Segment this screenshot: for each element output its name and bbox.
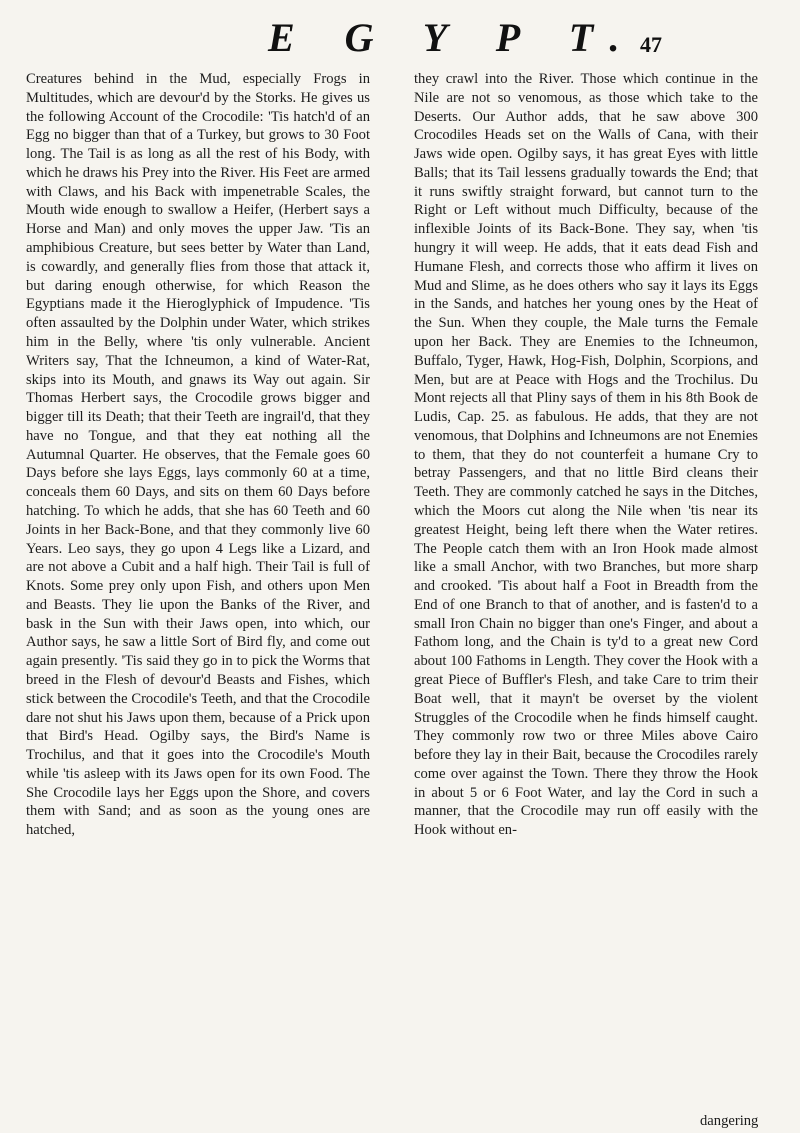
running-head	[0, 14, 800, 62]
left-column-text: Creatures behind in the Mud, especially Frogs in Multitudes, which are devour'd by the Storks. He gives us the following Account of the Crocodile: 'Tis hatch'd of an Egg no bigger than that of a Turkey, but grows to 30 Foot long. The Tail is as long as all the rest of his Body, with which he draws his Prey into the River. His Feet are armed with Claws, and his Back with impenetrable Scales, the Mouth wide enough to swallow a Heifer, (Herbert says a Horse and Man) and only moves the upper Jaw. 'Tis an amphibious Creature, but sees better by Water than Land, is cowardly, and generally flies from those that attack it, but daring enough otherwise, for which Reason the Egyptians made it the Hieroglyphick of Impudence. 'Tis often assaulted by the Dolphin under Water, which strikes him in the Belly, where 'tis only vulnerable. Ancient Writers say, That the Ichneumon, a kind of Water-Rat, skips into its Mouth, and gnaws its Way out again. Sir Thomas Herbert says, the Crocodile grows bigger and bigger till its Death; that their Teeth are ingrail'd, that they have no Tongue, and that they eat nothing all the Autumnal Quarter. He observes, that the Female goes 60 Days before she lays Eggs, lays commonly 60 at a time, conceals them 60 Days, and sits on them 60 Days before hatching. To which he adds, that she has 60 Teeth and 60 Joints in her Back-Bone, and that they commonly live 60 Years. Leo says, they go upon 4 Legs like a Lizard, and are not above a Cubit and a half high. Their Tail is full of Knots. Some prey only upon Fish, and others upon Men and Beasts. They lie upon the Banks of the River, and bask in the Sun with their Jaws open, into which, our Author says, he saw a little Sort of Bird fly, and come out again presently. 'Tis said they go in to pick the Worms that breed in the Flesh of devour'd Beasts and Fishes, which stick between the Crocodile's Teeth, and that the Crocodile dare not shut his Jaws upon them, because of a Prick upon that Bird's Head. Ogilby says, the Bird's Name is Trochilus, and that it goes into the Crocodile's Mouth while 'tis asleep with its Jaws open for its own Food. The She Crocodile lays her Eggs upon the Shore, and covers them with Sand; and as soon as the young ones are hatched,	[26, 71, 370, 839]
right-column-text: they crawl into the River. Those which continue in the Nile are not so venomous, as those which take to the Deserts. Our Author adds, that he saw above 300 Crocodiles Heads set on the Walls of Cana, with their Jaws wide open. Ogilby says, it has great Eyes with little Balls; that its Tail lessens gradually towards the End; that it runs swiftly straight forward, but cannot turn to the Right or Left without much Difficulty, because of the inflexible Joints of its Back-Bone. They say, when 'tis hungry it will weep. He adds, that it eats dead Fish and Humane Flesh, and corrects those who affirm it lives on Mud and Slime, as he does others who say it lays its Eggs in the Sands, and hatches her young ones by the Heat of the Sun. When they couple, the Male turns the Female upon her Back. They are Enemies to the Ichneumon, Buffalo, Tyger, Hawk, Hog-Fish, Dolphin, Scorpions, and Men, but are at Peace with Hogs and the Trochilus. Du Mont rejects all that Pliny says of them in his 8th Book de Ludis, Cap. 25. as fabulous. He adds, that they are not venomous, that Dolphins and Ichneumons are not Enemies to them, that they do not counterfeit a humane Cry to betray Passengers, and that no little Bird cleans their Teeth. They are commonly catched he says in the Ditches, which the Moors cut along the Nile when 'tis near its greatest Height, being left there when the Water retires. The People catch them with an Iron Hook made almost like a small Anchor, with two Branches, but more sharp and crooked. 'Tis about half a Foot in Breadth from the End of one Branch to that of another, and is fasten'd to a small Iron Chain no bigger than one's Finger, and about a Fathom long, and the Chain is ty'd to a great new Cord about 100 Fathoms in Length. They cover the Hook with a great Piece of Buffler's Flesh, and take Care to trim their Boat well, that it mayn't be overset by the violent Struggles of the Crocodile when he finds himself caught. They commonly row two or three Miles above Cairo before they lay in their Bait, because the Crocodiles rarely come over against the Town. There they throw the Hook in about 5 or 6 Foot Water, and lay the Cord in such a manner, that the Crocodile may run off easily with the Hook without en-	[414, 71, 758, 839]
running-head-title: E G Y P T.	[268, 15, 640, 60]
right-column	[414, 70, 758, 840]
catchword: dangering	[700, 1113, 759, 1129]
left-column	[26, 70, 370, 840]
page-number: 47	[640, 32, 662, 57]
